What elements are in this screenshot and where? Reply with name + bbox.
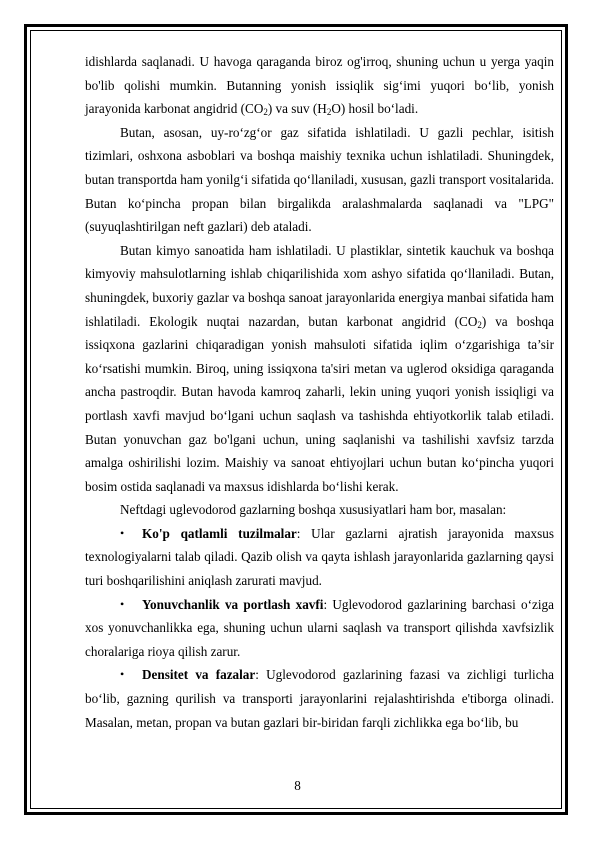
bullet-item-layers: [85, 522, 554, 593]
bullet-item-density: [85, 663, 554, 734]
bullet-text: : Ular gazlarni ajratish jarayonida maxsus texnologiyalarni talab qiladi. Qazib olish va qayta ishlash jarayonlarida gazlarning qaysi turi boshqarilishini aniqlash zarurati mavjud.: [85, 525, 554, 589]
bullet-icon: •: [120, 596, 125, 611]
bullet-text: : Uglevodorod gazlarining fazasi va zichligi turlicha bo‘lib, gazning qurilish va transporti jarayonlarini rejalashtirishda e'tiborga olinadi. Masalan, metan, propan va butan gazlari bir-biridan farqli zichlikka ega bo‘lib, bu: [85, 667, 555, 730]
bullet-term: Yonuvchanlik va portlash xavfi: [142, 596, 324, 612]
bullet-item-flammability: [85, 593, 554, 664]
bullet-text: : Uglevodorod gazlarining barchasi o‘ziga xos yonuvchanlikka ega, shuning uchun ularni saqlash va transport qilishda xavfsizlik choralariga rioya qilish zarur.: [85, 596, 554, 659]
bullet-term: Densitet va fazalar: [142, 667, 256, 683]
bullet-icon: •: [120, 667, 125, 682]
paragraph-4: Neftdagi uglevodorod gazlarning boshqa xususiyatlari ham bor, masalan:: [120, 502, 507, 518]
bullet-icon: •: [120, 525, 125, 540]
paragraph-2: Butan, asosan, uy-ro‘zg‘or gaz sifatida ishlatiladi. U gazli pechlar, isitish tizimlari, oshxona asboblari va boshqa maishiy texnika uchun ishlatiladi. Shuningdek, butan transportda ham yonilg‘i sifatida qo‘llaniladi, xususan, gazli transport vositalarida. Butan ko‘pincha propan bilan birgalikda aralashmalarda saqlanadi va "LPG" (suyuqlashtirilgan neft gazlari) deb ataladi.: [85, 124, 554, 235]
page-number: 8: [294, 778, 301, 793]
paragraph-3: Butan kimyo sanoatida ham ishlatiladi. U plastiklar, sintetik kauchuk va boshqa kimyoviy mahsulotlarning ishlab chiqarilishida xom ashyo sifatida qo‘llaniladi. Butan, shuningdek, buxoriy gazlar va boshqa sanoat jarayonlarida energiya manbai sifatida ham ishlatiladi. Ekologik nuqtai nazardan, butan karbonat angidrid $(CO_2)$ va boshqa issiqxona gazlarini chiqaradigan yonish mahsuloti sifatida iqlim o‘zgarishiga ta’sir ko‘rsatishi mumkin. Biroq, uning issiqxona ta'siri metan va uglerod oksidiga qaraganda ancha pastroqdir. Butan havoda kamroq zaharli, lekin uning yuqori yonish issiqligi va portlash xavfi mavjud bo‘lgani uchun saqlash va tashishda ehtiyotkorlik talab etiladi. Butan yonuvchan gaz bo'lgani uchun, uning saqlanishi va tashilishi xavfsiz tarzda amalga oshirilishi lozim. Maishiy va sanoat ehtiyojlari uchun butan ko‘pincha yuqori bosim ostida saqlanadi va maxsus idishlarda bo‘lishi kerak.: [85, 242, 554, 494]
bullet-term: Ko'p qatlamli tuzilmalar: [142, 525, 297, 541]
paragraph-1: idishlarda saqlanadi. U havoga qaraganda biroz og'irroq, shuning uchun u yerga yaqin bo'lib qolishi mumkin. Butanning yonish issiqlik sig‘imi yuqori bo‘lib, yonish jarayonida karbonat angidrid $(CO_2)$ va suv $(H_2O)$ hosil bo‘ladi.: [85, 54, 554, 118]
document-body: [85, 50, 554, 734]
